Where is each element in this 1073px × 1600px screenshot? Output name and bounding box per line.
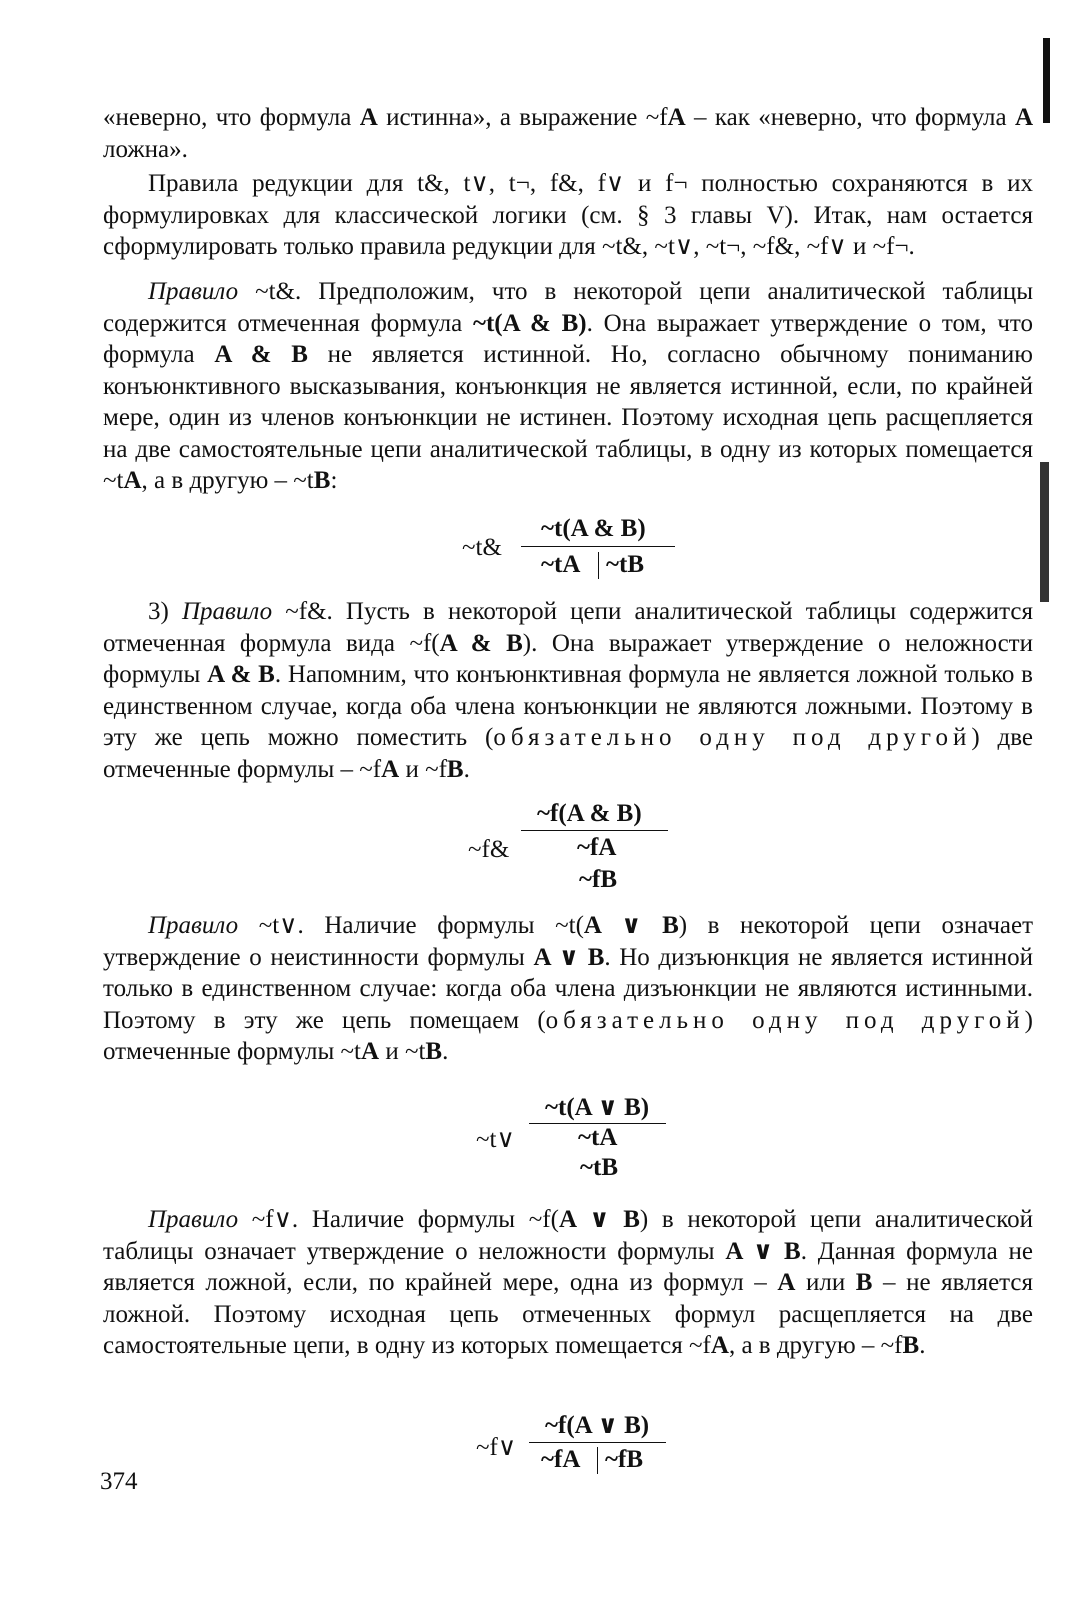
text: ложна». bbox=[103, 135, 188, 163]
bold-text: A ∨ B bbox=[533, 943, 605, 971]
rule-heading: Правило bbox=[148, 912, 239, 939]
branch-divider bbox=[598, 552, 599, 579]
rule-branch-right: ~tB bbox=[606, 551, 645, 578]
rule-label: ~t∨ bbox=[476, 1126, 515, 1153]
rule-line bbox=[521, 830, 668, 831]
rule-branch-left: ~fA bbox=[541, 1446, 581, 1473]
text: ~t&. Предположим, что в некоторой цепи аналитической таблицы содержится отмеченная формула bbox=[103, 278, 1033, 337]
bold-text: A bbox=[361, 1038, 380, 1065]
bold-text: A bbox=[777, 1269, 796, 1296]
rule-conclusion-1: ~tA bbox=[578, 1124, 618, 1151]
text: : bbox=[330, 467, 338, 494]
text: . Напомним, что конъюнктивная формула не является ложной только в единственном случае, когда оба члена конъюнкции не являются ложными. Поэтому в эту же цепь можно поместить ( bbox=[103, 661, 1033, 751]
scan-edge-mark bbox=[1040, 462, 1049, 602]
rule-line bbox=[521, 546, 675, 547]
rule-heading: Правило bbox=[148, 1206, 239, 1233]
bold-text: A ∨ B bbox=[725, 1237, 801, 1265]
rule-premise: ~t(A & B) bbox=[541, 515, 646, 542]
bold-text: B bbox=[855, 1269, 873, 1296]
bold-text: A bbox=[667, 104, 686, 131]
branch-divider bbox=[597, 1447, 598, 1474]
rule-premise: ~f(A ∨ B) bbox=[545, 1412, 650, 1439]
text: и ~t bbox=[379, 1038, 426, 1065]
text: не является истинной. Но, согласно обычному пониманию конъюнктивного высказывания, конъюнкция не является истинной, если, по крайней мере, один из членов конъюнкции не истинен. Поэтому исходная цепь расщепляется на две самостоятельные цепи аналитической таблицы, в одну из которых помещается ~t bbox=[103, 341, 1033, 494]
bold-text: A bbox=[123, 467, 142, 494]
bold-text: A bbox=[710, 1332, 729, 1359]
bold-text: A bbox=[359, 104, 378, 131]
rule-conclusion-2: ~fB bbox=[579, 866, 618, 893]
text: ~t∨. Наличие формулы ~t( bbox=[238, 912, 584, 939]
text: . Но дизъюнкция не является истинной только в единственном случае: когда оба члена дизъюнкции не являются истинными. Поэтому в эту же цепь помещаем ( bbox=[103, 943, 1033, 1034]
text: ) отмеченные формулы ~t bbox=[103, 1006, 1033, 1065]
text: или bbox=[795, 1269, 856, 1296]
bold-text: A & B bbox=[207, 661, 275, 688]
rule-heading: Правило bbox=[148, 278, 239, 305]
paragraph-1 bbox=[103, 102, 1033, 165]
bold-text: A ∨ B bbox=[583, 912, 679, 939]
rule-label: ~f& bbox=[468, 836, 510, 863]
rule-label: ~t& bbox=[462, 534, 502, 561]
spaced-text: обязательно одну под другой bbox=[493, 724, 972, 751]
bold-text: A & B bbox=[439, 629, 523, 657]
spaced-text: обязательно одну под другой bbox=[545, 1006, 1025, 1034]
paragraph-4 bbox=[103, 596, 1033, 785]
page-number: 374 bbox=[100, 1468, 138, 1495]
text: . bbox=[442, 1038, 449, 1065]
text: ) в некоторой цепи аналитической таблицы означает утверждение о неложности формулы bbox=[103, 1206, 1033, 1265]
bold-text: B bbox=[313, 467, 331, 494]
bold-text: A & B bbox=[214, 341, 308, 368]
text: ~f&. Пусть в некоторой цепи аналитической таблицы содержится отмеченная формула вида ~f( bbox=[103, 598, 1033, 657]
bold-text: B bbox=[446, 755, 464, 783]
paragraph-2 bbox=[103, 168, 1033, 263]
rule-branch-right: ~fB bbox=[605, 1446, 644, 1473]
item-number: 3) bbox=[148, 598, 182, 625]
bold-text: B bbox=[902, 1332, 920, 1359]
text: ) в некоторой цепи означает утверждение о неистинности формулы bbox=[103, 912, 1034, 971]
text: – не является ложной. Поэтому исходная цепь отмеченных формул расщепляется на две самостоятельные цепи, в одну из которых помещается ~f bbox=[103, 1269, 1034, 1359]
bold-text: ~t(A & B) bbox=[472, 309, 587, 337]
text: . Данная формула не является ложной, если, по крайней мере, одна из формул – bbox=[103, 1237, 1034, 1296]
bold-text: A ∨ B bbox=[558, 1206, 640, 1233]
bold-text: A bbox=[1014, 104, 1034, 131]
rule-conclusion-2: ~tB bbox=[580, 1154, 619, 1181]
scan-edge-mark bbox=[1043, 38, 1050, 123]
text: , а в другую – ~f bbox=[728, 1332, 903, 1359]
rule-line bbox=[529, 1442, 666, 1443]
text: . bbox=[919, 1332, 926, 1359]
text: истинна», а выражение ~f bbox=[377, 104, 668, 131]
text: – как «неверно, что формула bbox=[685, 104, 1015, 131]
text: Правила редукции для t&, t∨, t¬, f&, f∨ и f¬ полностью сохраняются в их формулировках для классической логики (см. § 3 главы V). Итак, нам остается сформулировать только правила редукции для ~t&, ~t∨, ~t¬, ~f&, ~f∨ и ~f¬. bbox=[103, 170, 1033, 260]
text: ~f∨. Наличие формулы ~f( bbox=[238, 1206, 559, 1233]
text: . Она выражает утверждение о том, что формула bbox=[103, 309, 1034, 368]
rule-heading: Правило bbox=[181, 598, 273, 625]
bold-text: B bbox=[425, 1038, 443, 1065]
paragraph-5 bbox=[103, 910, 1033, 1068]
bold-text: A bbox=[381, 755, 400, 783]
rule-conclusion-1: ~fA bbox=[577, 834, 617, 861]
rule-premise: ~t(A ∨ B) bbox=[545, 1094, 650, 1121]
text: . bbox=[463, 755, 470, 783]
text: ). Она выражает утверждение о неложности формулы bbox=[103, 629, 1033, 688]
text: и ~f bbox=[399, 755, 447, 783]
paragraph-6 bbox=[103, 1204, 1033, 1362]
rule-premise: ~f(A & B) bbox=[537, 800, 642, 827]
paragraph-3 bbox=[103, 276, 1033, 497]
rule-label: ~f∨ bbox=[476, 1434, 517, 1461]
text: , а в другую – ~t bbox=[141, 467, 314, 494]
text: ) две отмеченные формулы – ~f bbox=[103, 724, 1034, 783]
text: «неверно, что формула bbox=[103, 104, 360, 131]
rule-branch-left: ~tA bbox=[541, 551, 581, 578]
